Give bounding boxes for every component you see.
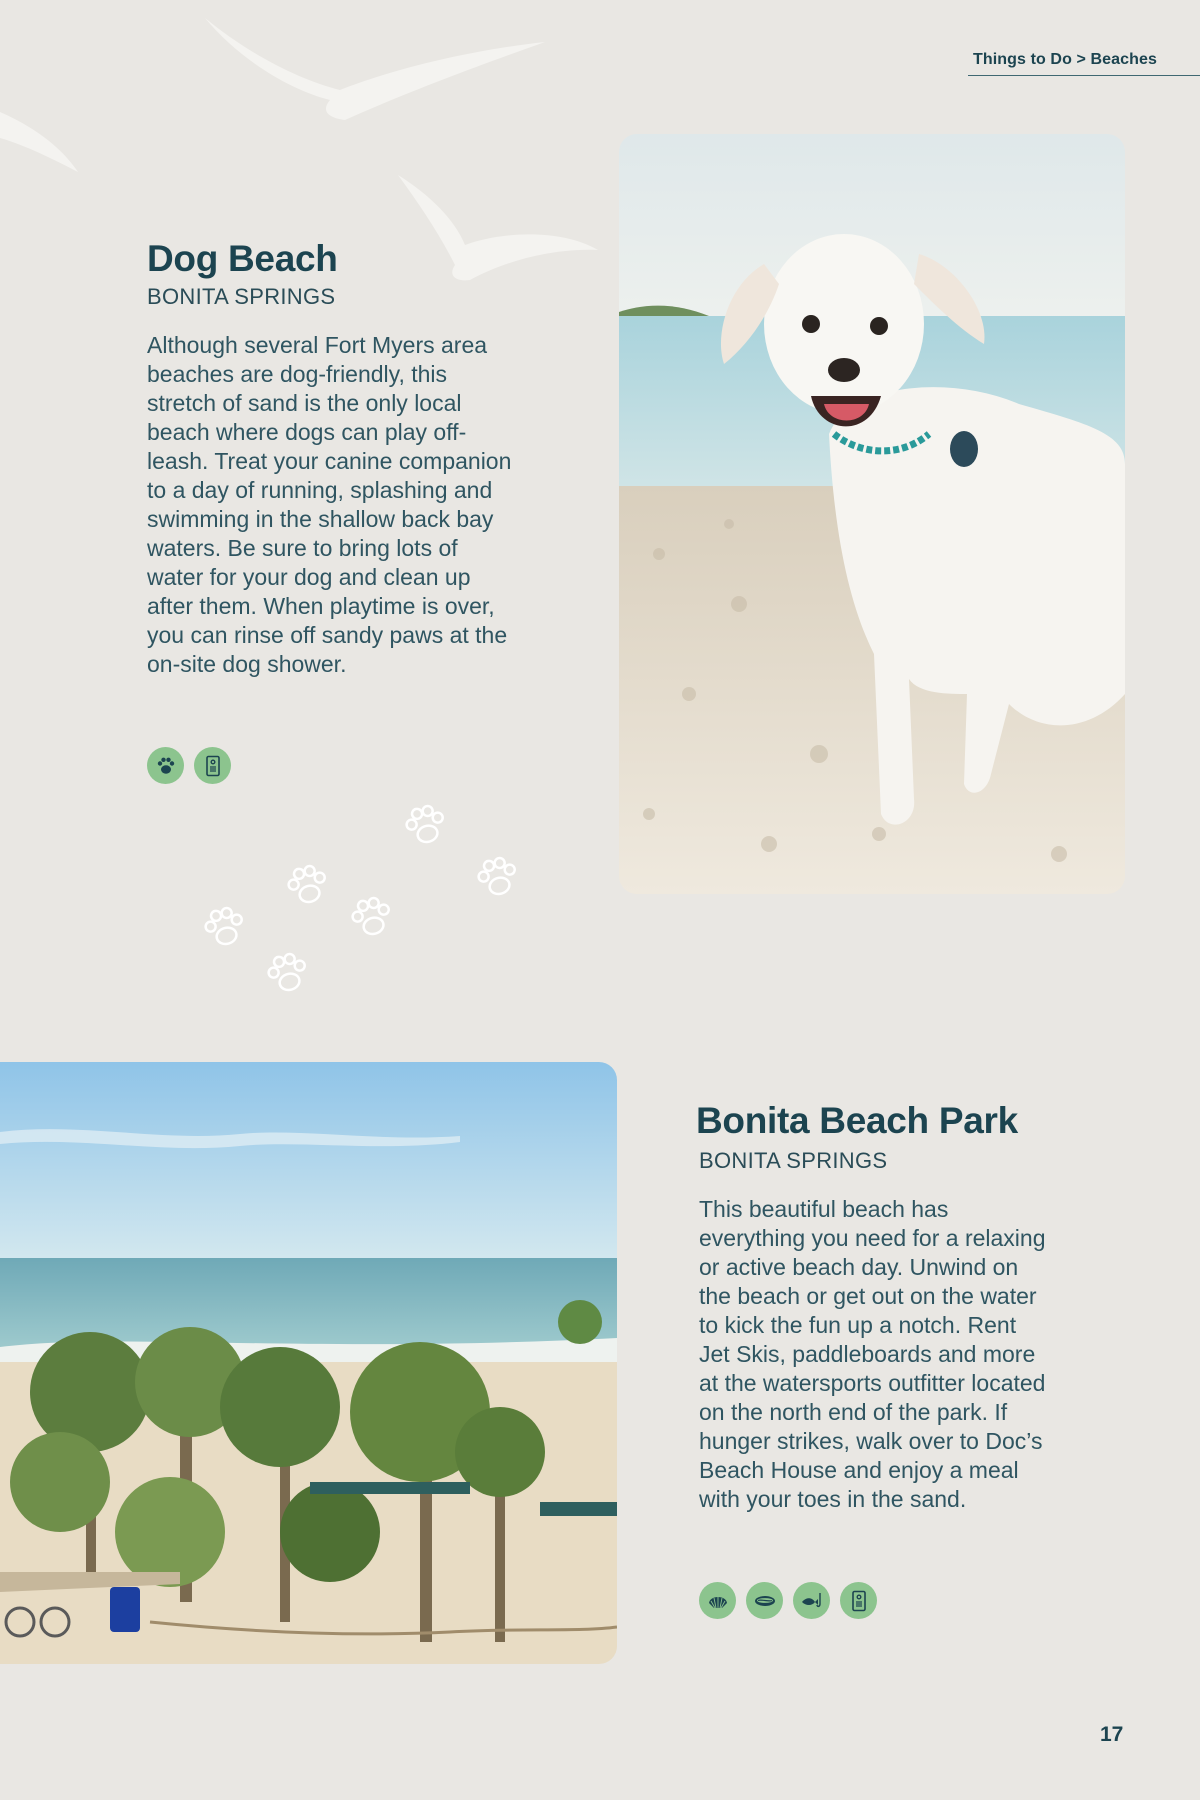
fishing-icon [793, 1582, 830, 1619]
dog-beach-photo [619, 134, 1125, 894]
paw-icon [147, 747, 184, 784]
shower-icon [194, 747, 231, 784]
paw-prints-decoration [180, 780, 540, 1020]
food-icon [746, 1582, 783, 1619]
section-description: This beautiful beach has everything you need for a relaxing or active beach day. Unwind on the beach or get out on the water to kick the fun up a notch. Rent Jet Skis, paddleboards and more at the watersports outfitter located on the north end of the park. If hunger strikes, walk over to Doc’s Beach House and enjoy a meal with your toes in the sand. [699, 1196, 1046, 1512]
shower-icon [840, 1582, 877, 1619]
section-location: BONITA SPRINGS [699, 1148, 888, 1173]
amenity-icons [147, 747, 231, 784]
section-title: Bonita Beach Park [696, 1100, 1018, 1141]
shell-icon [699, 1582, 736, 1619]
section-title: Dog Beach [147, 238, 338, 279]
section-description: Although several Fort Myers area beaches are dog-friendly, this stretch of sand is the only local beach where dogs can play off-leash. Treat your canine companion to a day of running, splashing and swimming in the shallow back bay waters. Be sure to bring lots of water for your dog and clean up after them. When playtime is over, you can rinse off sandy paws at the on-site dog shower. [147, 332, 512, 677]
page-number: 17 [1100, 1723, 1124, 1746]
amenity-icons [699, 1582, 877, 1619]
bonita-beach-park-photo [0, 1062, 617, 1664]
breadcrumb[interactable]: Things to Do > Beaches [968, 51, 1200, 76]
section-location: BONITA SPRINGS [147, 284, 336, 309]
